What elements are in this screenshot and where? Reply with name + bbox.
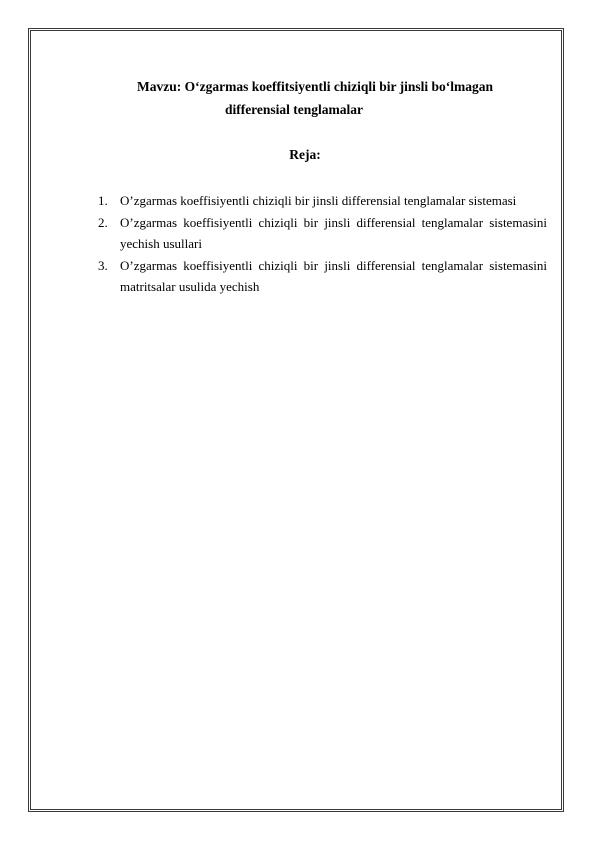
plan-item-number: 3. [98, 257, 108, 273]
plan-heading-text: Reja: [289, 147, 321, 162]
plan-item-text: O’zgarmas koeffisiyentli chiziqli bir jinsli differensial tenglamalar sistemasi [120, 193, 517, 208]
document-title-line-2-text: differensial tenglamalar [224, 102, 364, 117]
plan-item-number: 1. [98, 193, 108, 208]
page-border [28, 28, 564, 812]
plan-item [90, 212, 547, 255]
plan-item-text: O’zgarmas koeffisiyentli chiziqli bir jinsli differensial tenglamalar sistemasini yechish usullari [120, 214, 547, 251]
plan-list [90, 190, 547, 298]
plan-item [90, 190, 547, 212]
plan-item [90, 255, 547, 298]
plan-item-number: 2. [98, 214, 108, 230]
document-title-line-1: Mavzu: O‘zgarmas koeffitsiyentli chiziqli bir jinsli bo‘lmagan [137, 79, 493, 94]
document-title-line-2 [0, 100, 596, 119]
plan-heading [0, 147, 596, 163]
plan-item-text: O’zgarmas koeffisiyentli chiziqli bir jinsli differensial tenglamalar sistemasini matritsalar usulida yechish [120, 257, 547, 294]
